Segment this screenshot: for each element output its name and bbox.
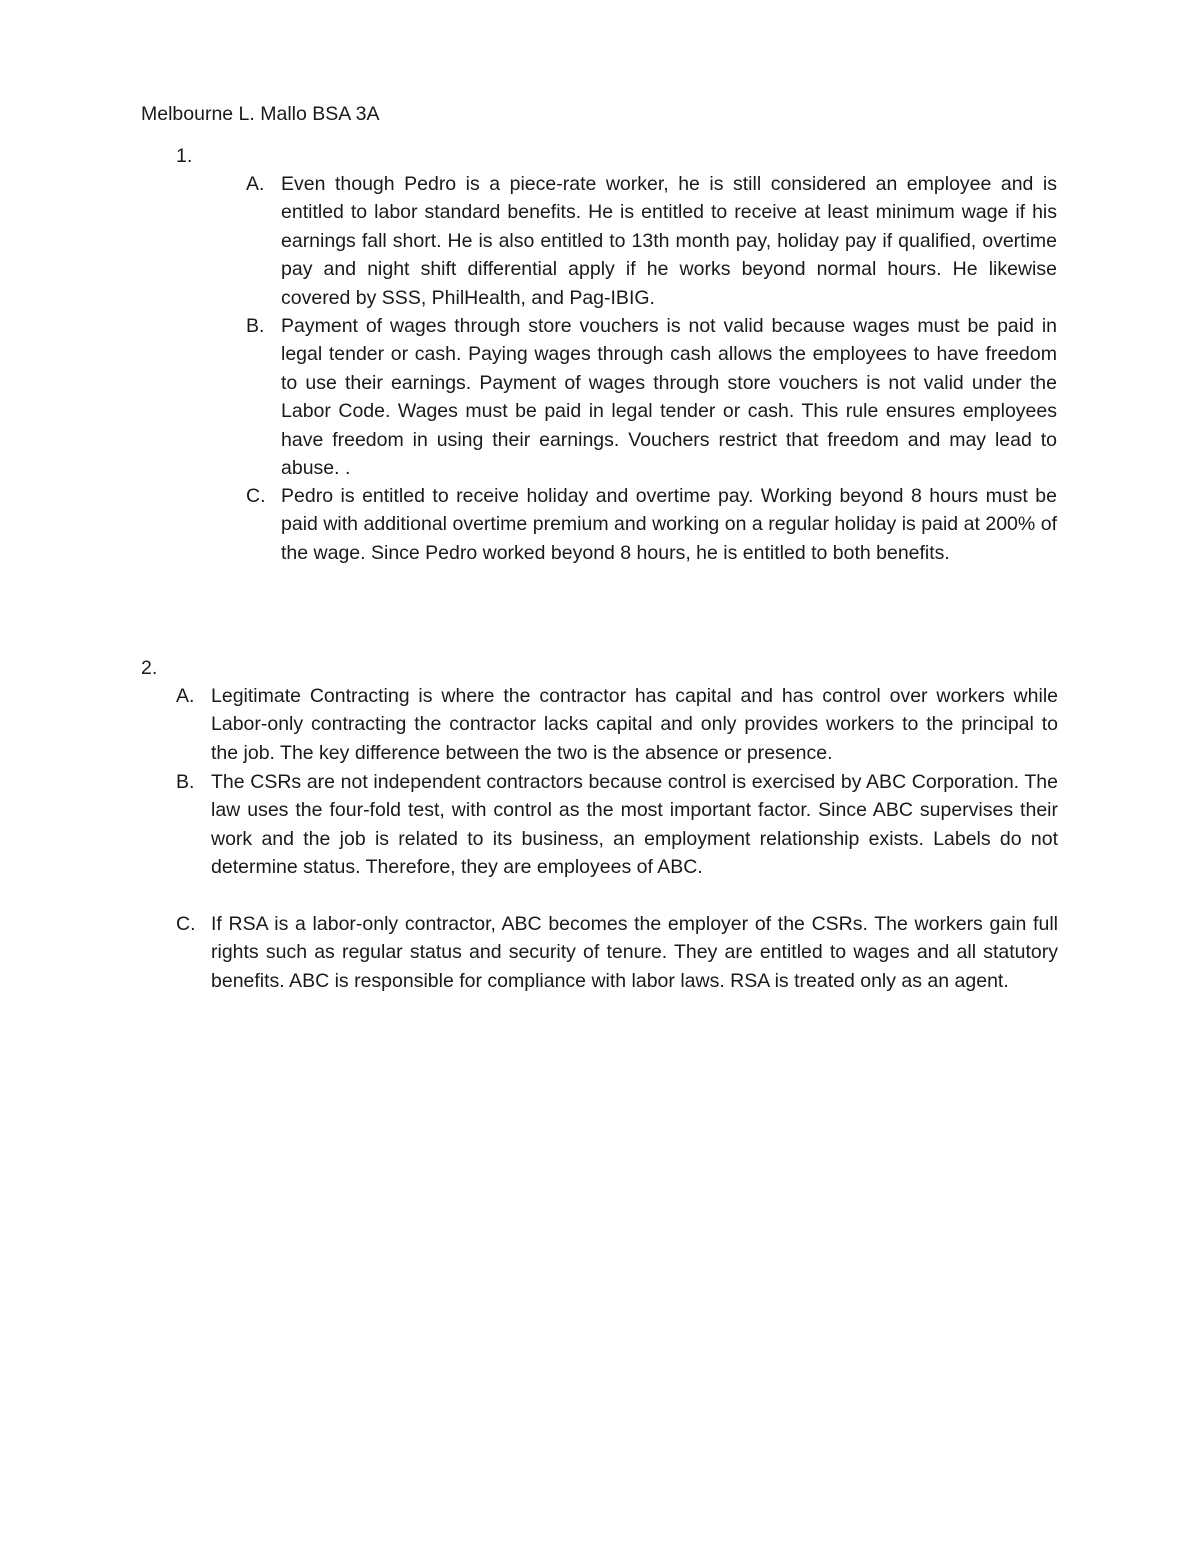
item-letter: B. [176, 771, 195, 793]
item-text: The CSRs are not independent contractors because control is exercised by ABC Corporation. The law uses the four-fold test, with control as the most important factor. Since ABC supervises their work and the job is related to its business, an employment relationship exists. Labels do not determine status. Therefore, they are employees of ABC. [211, 771, 1058, 879]
item-text: Payment of wages through store vouchers is not valid because wages must be paid in legal tender or cash. Paying wages through cash allows the employees to have freedom to use their earnings. Payment of wages through store vouchers is not valid under the Labor Code. Wages must be paid in legal tender or cash. This rule ensures employees have freedom in using their earnings. Vouchers restrict that freedom and may lead to abuse. . [281, 315, 1057, 480]
question-2-item-b [176, 768, 1058, 910]
item-letter: A. [246, 173, 265, 195]
question-1-item-c [246, 482, 1058, 596]
question-2-number: 2. [141, 657, 158, 679]
item-text: Legitimate Contracting is where the contractor has capital and has control over workers while Labor-only contracting the contractor lacks capital and only provides workers to the principal to the job. The key difference between the two is the absence or presence. [211, 685, 1058, 764]
item-letter: A. [176, 685, 195, 707]
question-1-item-b [246, 312, 1058, 482]
author-line: Melbourne L. Mallo BSA 3A [141, 103, 380, 125]
item-text: Even though Pedro is a piece-rate worker, he is still considered an employee and is entitled to labor standard benefits. He is entitled to receive at least minimum wage if his earnings fall short. He is also entitled to 13th month pay, holiday pay if qualified, overtime pay and night shift differential apply if he works beyond normal hours. He likewise covered by SSS, PhilHealth, and Pag-IBIG. [281, 173, 1057, 309]
question-2-item-a [176, 682, 1058, 768]
item-text: Pedro is entitled to receive holiday and overtime pay. Working beyond 8 hours must be paid with additional overtime premium and working on a regular holiday is paid at 200% of the wage. Since Pedro worked beyond 8 hours, he is entitled to both benefits. [281, 485, 1057, 564]
question-2-item-c [176, 910, 1058, 1024]
question-1-item-a [246, 170, 1058, 312]
item-text: If RSA is a labor-only contractor, ABC becomes the employer of the CSRs. The workers gain full rights such as regular status and security of tenure. They are entitled to wages and all statutory benefits. ABC is responsible for compliance with labor laws. RSA is treated only as an agent. [211, 913, 1058, 992]
question-1-number: 1. [176, 145, 193, 167]
item-letter: B. [246, 315, 265, 337]
item-letter: C. [246, 485, 266, 507]
item-letter: C. [176, 913, 196, 935]
